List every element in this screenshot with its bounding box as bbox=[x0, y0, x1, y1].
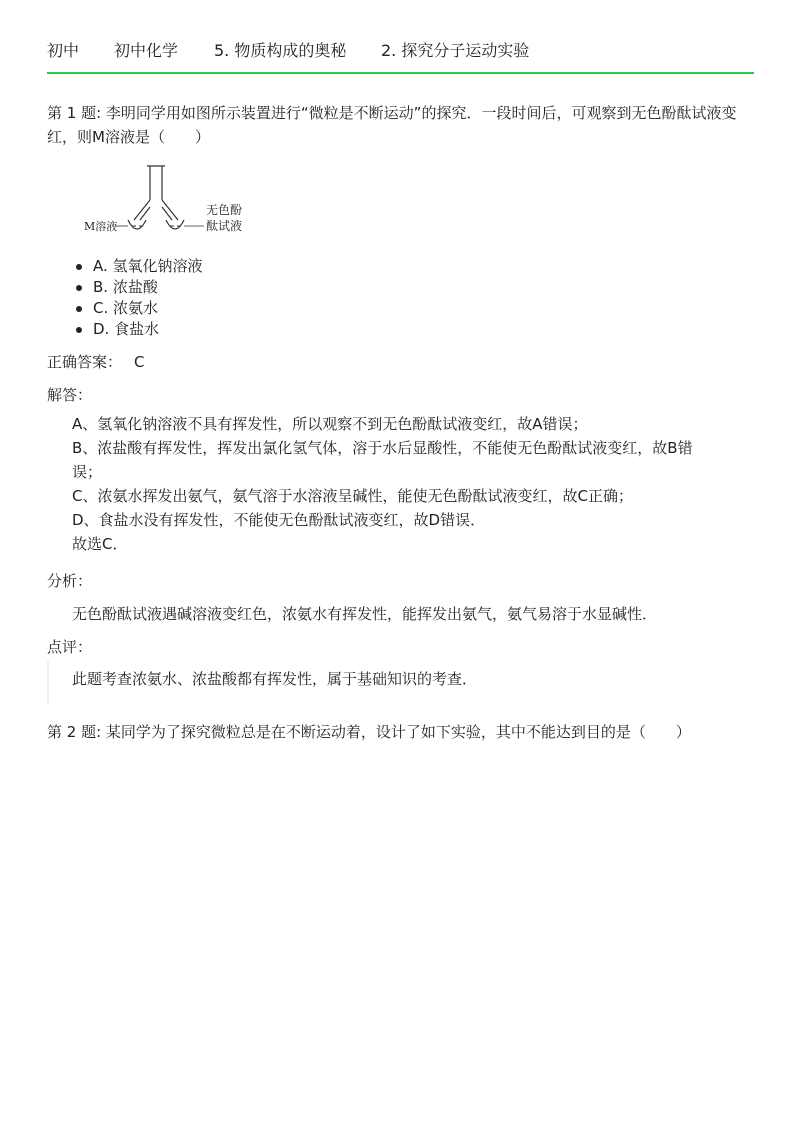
breadcrumb-item-chapter[interactable]: 5. 物质构成的奥秘 bbox=[214, 41, 347, 60]
question-2-title: 第 2 题: 某同学为了探究微粒总是在不断运动着，设计了如下实验，其中不能达到目的是（ ） bbox=[47, 723, 691, 741]
comment-label: 点评： bbox=[47, 638, 93, 656]
solution-line-c: C、浓氨水挥发出氨气，氨气溶于水溶液呈碱性，能使无色酚酞试液变红，故C正确； bbox=[72, 487, 633, 505]
breadcrumb-item-topic[interactable]: 2. 探究分子运动实验 bbox=[381, 41, 530, 60]
option-c: C. 浓氨水 bbox=[73, 298, 203, 319]
option-b: B. 浓盐酸 bbox=[73, 277, 203, 298]
correct-answer-value: C bbox=[134, 353, 145, 371]
analysis-label: 分析： bbox=[47, 572, 93, 590]
solution-body bbox=[72, 412, 722, 556]
correct-answer-label: 正确答案： bbox=[47, 353, 123, 371]
figure-label-phenolphthalein-1: 无色酚 bbox=[206, 203, 243, 217]
option-d: D. 食盐水 bbox=[73, 319, 203, 340]
breadcrumb-item-level[interactable]: 初中 bbox=[47, 41, 80, 60]
figure-label-m-solution: M溶液 bbox=[84, 220, 118, 233]
breadcrumb-item-subject[interactable]: 初中化学 bbox=[114, 41, 179, 60]
solution-line-d: D、食盐水没有挥发性，不能使无色酚酞试液变红，故D错误． bbox=[72, 511, 486, 529]
apparatus-figure bbox=[82, 162, 262, 242]
options-list bbox=[73, 256, 203, 340]
solution-line-a: A、氢氧化钠溶液不具有挥发性，所以观察不到无色酚酞试液变红，故A错误； bbox=[72, 415, 588, 433]
correct-answer bbox=[47, 351, 145, 373]
question-1-title: 第 1 题: 李明同学用如图所示装置进行“微粒是不断运动”的探究．一段时间后，可观察到无色酚酞试液变红，则M溶液是（ ） bbox=[47, 104, 737, 146]
solution-conclusion: 故选C． bbox=[72, 535, 128, 553]
analysis-text: 无色酚酞试液遇碱溶液变红色，浓氨水有挥发性，能挥发出氨气，氨气易溶于水显碱性． bbox=[72, 605, 658, 623]
figure-label-phenolphthalein-2: 酞试液 bbox=[206, 219, 243, 233]
option-a: A. 氢氧化钠溶液 bbox=[73, 256, 203, 277]
breadcrumb bbox=[47, 38, 754, 74]
comment-text: 此题考查浓氨水、浓盐酸都有挥发性，属于基础知识的考查． bbox=[72, 670, 478, 688]
solution-line-b: B、浓盐酸有挥发性，挥发出氯化氢气体，溶于水后显酸性，不能使无色酚酞试液变红，故B错误； bbox=[72, 439, 693, 481]
solution-label: 解答： bbox=[47, 386, 93, 404]
